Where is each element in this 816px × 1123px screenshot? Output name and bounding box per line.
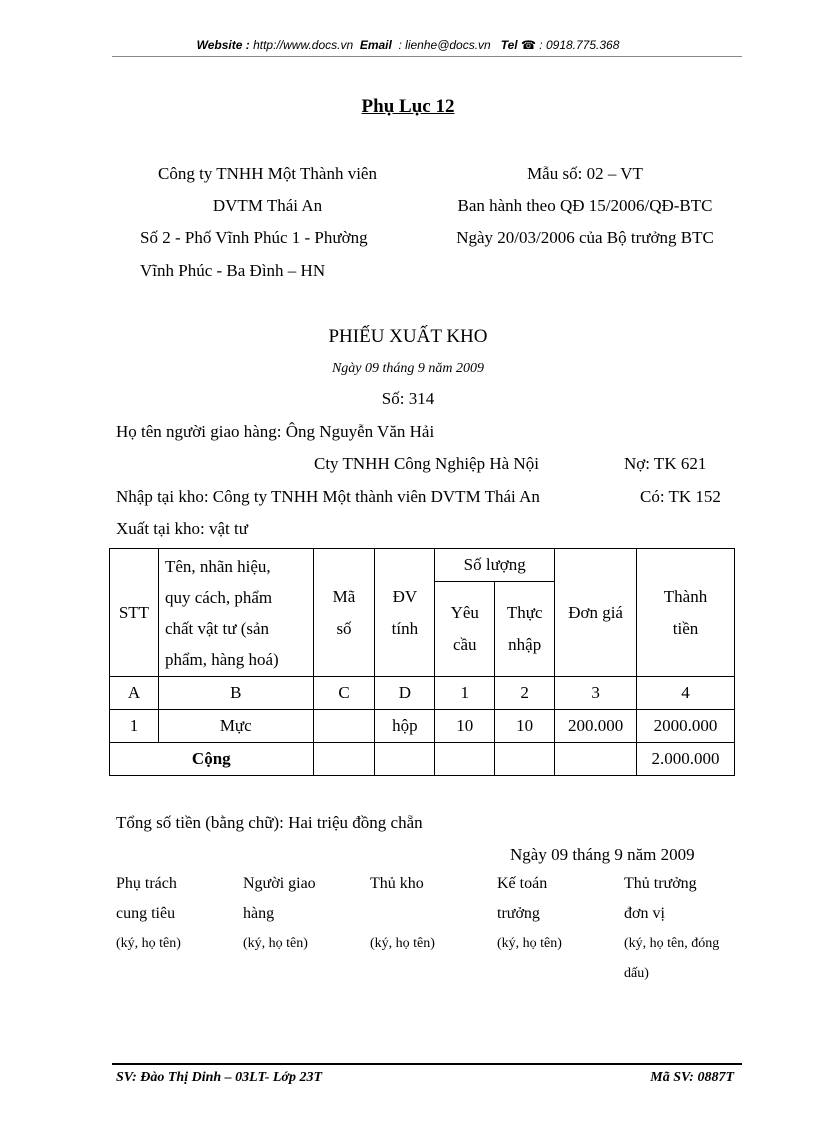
header-code-l1: Mã <box>332 586 356 606</box>
phone-icon: ☎ <box>521 38 536 52</box>
website-label: Website : <box>196 38 250 52</box>
email-address: : lienhe@docs.vn <box>398 38 491 52</box>
code-cell: 3 <box>555 677 637 710</box>
header-actual-l2: nhập <box>508 635 542 654</box>
header-unit <box>375 549 435 677</box>
footer-divider <box>112 1063 742 1065</box>
table-row <box>110 710 735 743</box>
header-code <box>313 549 375 677</box>
document-number: Số: 314 <box>381 389 435 408</box>
header-item-name-l2: quy cách, phẩm <box>164 587 273 607</box>
document-date: Ngày 09 tháng 9 năm 2009 <box>331 361 485 376</box>
header-actual <box>495 582 555 677</box>
header-unit-price: Đơn giá <box>555 549 637 677</box>
row-requested: 10 <box>435 710 495 743</box>
header-actual-l1: Thực <box>506 603 543 622</box>
header-unit-l2: tính <box>391 618 419 638</box>
header-amount-l2: tiền <box>672 618 699 638</box>
header-amount-l1: Thành <box>663 586 708 606</box>
row-amount: 2000.000 <box>637 710 735 743</box>
header-requested-l2: cầu <box>452 635 477 654</box>
signature-title-l1: Kế toán <box>497 875 548 892</box>
signature-title-l2: đơn vị <box>624 905 665 922</box>
company-line-4: Vĩnh Phúc - Ba Đình – HN <box>140 261 326 280</box>
signature-title-l2: trưởng <box>497 905 540 922</box>
row-stt: 1 <box>110 710 159 743</box>
company-line-3: Số 2 - Phố Vĩnh Phúc 1 - Phường <box>140 228 368 247</box>
code-cell: C <box>313 677 375 710</box>
credit-account: Có: TK 152 <box>640 487 721 506</box>
signature-title-l2 <box>370 899 490 929</box>
header-item-name-l3: chất vật tư (sản <box>164 618 270 638</box>
deliverer-company: Cty TNHH Công Nghiệp Hà Nội <box>314 454 539 473</box>
form-number: Mẫu số: 02 – VT <box>527 164 643 183</box>
document-title: PHIẾU XUẤT KHO <box>328 326 488 347</box>
export-warehouse: Xuất tại kho: vật tư <box>116 519 248 538</box>
code-cell: 4 <box>637 677 735 710</box>
code-cell: A <box>110 677 159 710</box>
signature-date: Ngày 09 tháng 9 năm 2009 <box>510 845 695 864</box>
signature-title-l2: cung tiêu <box>116 905 176 922</box>
signature-storekeeper <box>370 869 490 959</box>
goods-table <box>109 548 735 776</box>
header-requested <box>435 582 495 677</box>
header-amount <box>637 549 735 677</box>
deliverer-name: Họ tên người giao hàng: Ông Nguyễn Văn Hải <box>116 422 435 441</box>
row-unit: hộp <box>375 710 435 743</box>
signature-title-l1: Thủ trưởng <box>624 875 697 892</box>
total-amount: 2.000.000 <box>637 743 735 776</box>
code-cell: B <box>158 677 313 710</box>
code-cell: 2 <box>495 677 555 710</box>
header-code-l2: số <box>336 618 352 638</box>
company-line-2: DVTM Thái An <box>212 196 323 215</box>
signature-note-l1: (ký, họ tên) <box>116 936 181 951</box>
form-regulation: Ban hành theo QĐ 15/2006/QĐ-BTC <box>457 196 713 215</box>
debit-account: Nợ: TK 621 <box>624 454 707 473</box>
import-warehouse: Nhập tại kho: Công ty TNHH Một thành viên DVTM Thái An <box>116 487 540 506</box>
header-item-name <box>158 549 313 677</box>
signature-note-l1: (ký, họ tên) <box>497 936 562 951</box>
signature-note-l1: (ký, họ tên) <box>370 936 435 951</box>
total-empty-cell <box>435 743 495 776</box>
total-row <box>110 743 735 776</box>
tel-label: Tel <box>500 38 518 52</box>
row-actual: 10 <box>495 710 555 743</box>
total-label: Cộng <box>110 743 314 776</box>
signature-note-l2: dấu) <box>624 966 649 981</box>
signature-note-l1: (ký, họ tên) <box>243 936 308 951</box>
total-empty-cell <box>313 743 375 776</box>
signature-supply-manager <box>116 869 236 959</box>
signature-title-l2: hàng <box>243 905 275 922</box>
header-stt: STT <box>110 549 159 677</box>
page-header <box>0 38 816 52</box>
website-url: http://www.docs.vn <box>253 38 354 52</box>
code-row <box>110 677 735 710</box>
footer-student: SV: Đào Thị Dinh – 03LT- Lớp 23T <box>116 1070 323 1085</box>
header-item-name-l1: Tên, nhãn hiệu, <box>164 556 271 576</box>
signature-note-l1: (ký, họ tên, đóng <box>624 936 720 951</box>
header-divider <box>112 56 742 57</box>
header-item-name-l4: phẩm, hàng hoá) <box>164 649 279 669</box>
code-cell: D <box>375 677 435 710</box>
row-item-name: Mực <box>158 710 313 743</box>
form-regulation-date: Ngày 20/03/2006 của Bộ trưởng BTC <box>456 228 714 247</box>
company-line-1: Công ty TNHH Một Thành viên <box>158 164 377 183</box>
total-empty-cell <box>555 743 637 776</box>
signature-title-l1: Người giao <box>243 875 316 892</box>
footer-student-id: Mã SV: 0887T <box>650 1070 734 1085</box>
header-unit-l1: ĐV <box>392 586 418 606</box>
row-unit-price: 200.000 <box>555 710 637 743</box>
appendix-title: Phụ Lục 12 <box>361 96 455 117</box>
signature-chief-accountant <box>497 869 617 959</box>
code-cell: 1 <box>435 677 495 710</box>
total-in-words: Tổng số tiền (bằng chữ): Hai triệu đồng chẵn <box>116 813 423 832</box>
total-empty-cell <box>495 743 555 776</box>
row-code <box>313 710 375 743</box>
signature-title-l1: Thủ kho <box>370 875 424 892</box>
header-requested-l1: Yêu <box>450 603 479 622</box>
email-label: Email <box>359 38 392 52</box>
signature-deliverer <box>243 869 363 959</box>
tel-number: : 0918.775.368 <box>539 38 620 52</box>
signature-unit-head <box>624 869 744 989</box>
signature-title-l1: Phụ trách <box>116 875 177 892</box>
total-empty-cell <box>375 743 435 776</box>
header-quantity: Số lượng <box>435 549 555 582</box>
